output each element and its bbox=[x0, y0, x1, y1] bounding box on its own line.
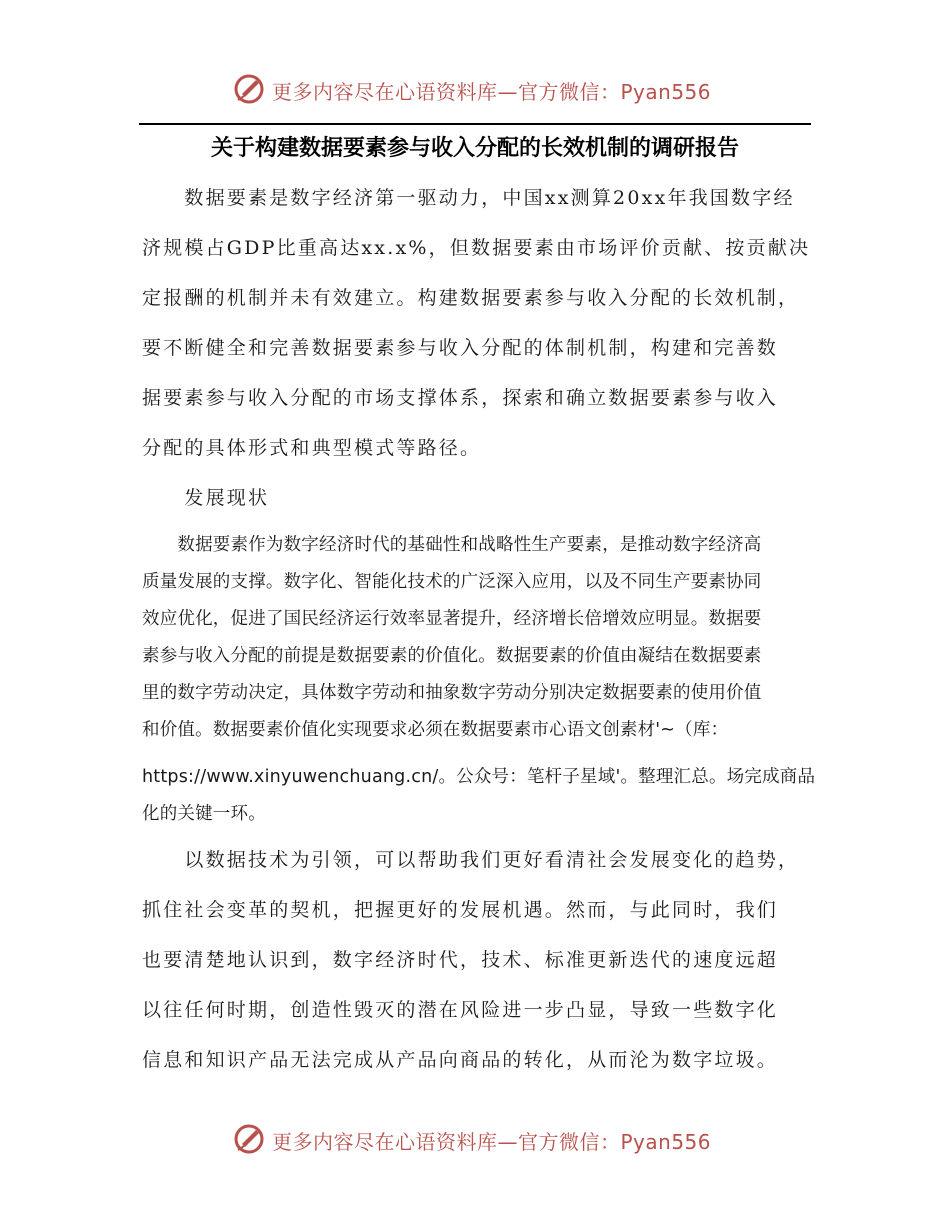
header-rule bbox=[139, 123, 811, 125]
paragraph-line: 里的数字劳动决定，具体数字劳动和抽象数字劳动分别决定数据要素的使用价值 bbox=[142, 683, 762, 703]
paragraph-line: 效应优化，促进了国民经济运行效率显著提升，经济增长倍增效应明显。数据要 bbox=[142, 609, 762, 629]
paragraph-line: 和价值。数据要素价值化实现要求必须在数据要素市心语文创素材'~（库： bbox=[142, 720, 729, 740]
logo-icon bbox=[232, 72, 266, 106]
header-banner bbox=[0, 70, 950, 110]
paragraph-line: 也要清楚地认识到，数字经济时代，技术、标准更新迭代的速度远超 bbox=[142, 949, 779, 971]
logo-icon bbox=[232, 1122, 266, 1156]
banner-text: 更多内容尽在心语资料库—官方微信：Pyan556 bbox=[272, 1130, 712, 1154]
paragraph-line: 要不断健全和完善数据要素参与收入分配的体制机制，构建和完善数 bbox=[142, 337, 779, 359]
paragraph-line: 分配的具体形式和典型模式等路径。 bbox=[142, 437, 482, 459]
paragraph-line: 据要素参与收入分配的市场支撑体系，探索和确立数据要素参与收入 bbox=[142, 387, 779, 409]
banner-text: 更多内容尽在心语资料库—官方微信：Pyan556 bbox=[272, 80, 712, 104]
paragraph-line: https://www.xinyuwenchuang.cn/。公众号：笔杆子星域'。整理汇总。场完成商品 bbox=[142, 767, 816, 787]
paragraph-line: 以数据技术为引领，可以帮助我们更好看清社会发展变化的趋势， bbox=[142, 849, 800, 871]
paragraph-line: 济规模占GDP比重高达xx.x%，但数据要素由市场评价贡献、按贡献决 bbox=[142, 237, 811, 259]
page-title: 关于构建数据要素参与收入分配的长效机制的调研报告 bbox=[210, 136, 739, 161]
paragraph-line: 以往任何时期，创造性毁灭的潜在风险进一步凸显，导致一些数字化 bbox=[142, 999, 779, 1021]
paragraph-line: 数据要素是数字经济第一驱动力，中国xx测算20xx年我国数字经 bbox=[142, 187, 795, 209]
footer-banner bbox=[0, 1120, 950, 1160]
paragraph-line: 素参与收入分配的前提是数据要素的价值化。数据要素的价值由凝结在数据要素 bbox=[142, 646, 762, 666]
paragraph-line: 定报酬的机制并未有效建立。构建数据要素参与收入分配的长效机制， bbox=[142, 287, 800, 309]
paragraph-line: 质量发展的支撑。数字化、智能化技术的广泛深入应用，以及不同生产要素协同 bbox=[142, 572, 762, 592]
section-heading: 发展现状 bbox=[142, 487, 270, 509]
paragraph-line: 化的关键一环。 bbox=[142, 804, 266, 824]
paragraph-line: 信息和知识产品无法完成从产品向商品的转化，从而沦为数字垃圾。 bbox=[142, 1049, 779, 1071]
paragraph-line: 数据要素作为数字经济时代的基础性和战略性生产要素，是推动数字经济高 bbox=[142, 535, 762, 555]
paragraph-line: 抓住社会变革的契机，把握更好的发展机遇。然而，与此同时，我们 bbox=[142, 899, 779, 921]
